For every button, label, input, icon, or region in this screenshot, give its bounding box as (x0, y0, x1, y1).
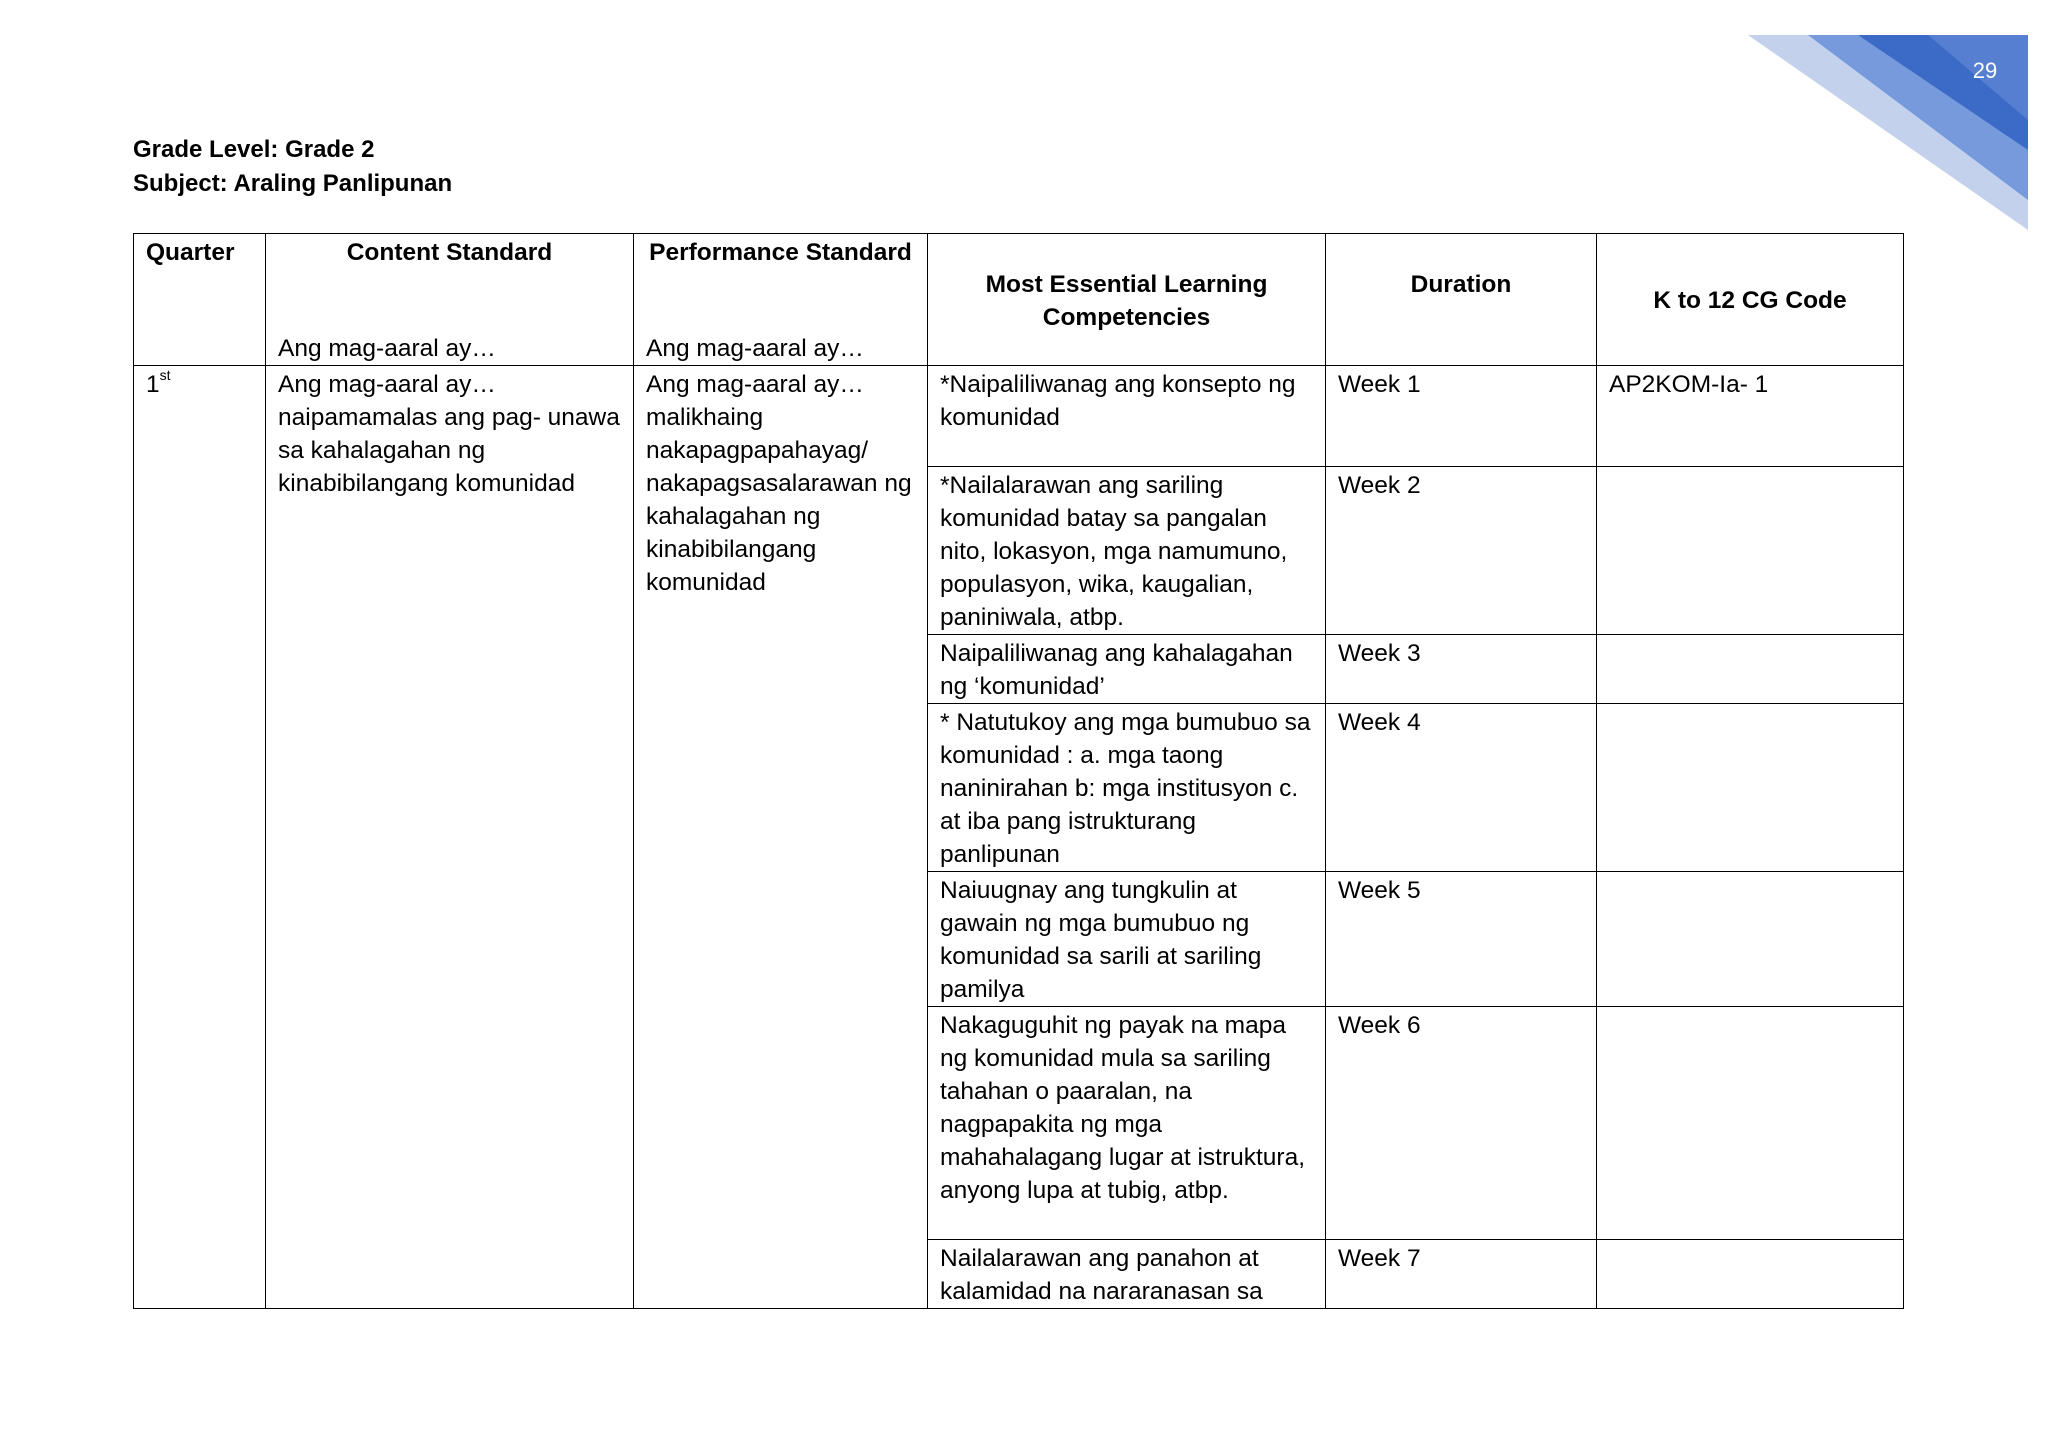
cg-code-cell (1597, 1240, 1904, 1309)
competency-cell: Nailalarawan ang panahon at kalamidad na nararanasan sa (928, 1240, 1326, 1309)
corner-triangle-decoration (1718, 0, 2048, 240)
duration-cell: Week 3 (1326, 635, 1597, 704)
header-performance-standard-sub: Ang mag-aaral ay… (646, 335, 864, 362)
duration-cell: Week 5 (1326, 872, 1597, 1007)
header-performance-standard: Performance Standard Ang mag-aaral ay… (634, 234, 928, 366)
curriculum-table (133, 233, 1904, 1309)
content-standard-cell: Ang mag-aaral ay… naipamamalas ang pag- unawa sa kahalagahan ng kinabibilangang komunidad (266, 366, 634, 1309)
duration-cell: Week 7 (1326, 1240, 1597, 1309)
grade-level: Grade Level: Grade 2 (133, 136, 375, 163)
header-cg-code: K to 12 CG Code (1597, 234, 1904, 366)
quarter-cell: 1st (134, 366, 266, 1309)
table-header-row (134, 234, 1904, 366)
competency-cell: *Nailalarawan ang sariling komunidad batay sa pangalan nito, lokasyon, mga namumuno, populasyon, wika, kaugalian, paniniwala, atbp. (928, 467, 1326, 635)
header-competencies: Most Essential Learning Competencies (928, 234, 1326, 366)
cg-code-cell (1597, 704, 1904, 872)
cg-code-cell (1597, 635, 1904, 704)
header-duration: Duration (1326, 234, 1597, 366)
subject: Subject: Araling Panlipunan (133, 170, 453, 197)
duration-cell: Week 4 (1326, 704, 1597, 872)
duration-cell: Week 2 (1326, 467, 1597, 635)
performance-standard-cell: Ang mag-aaral ay… malikhaing nakapagpapahayag/ nakapagsasalarawan ng kahalagahan ng kinabibilangang komunidad (634, 366, 928, 1309)
cg-code-cell (1597, 467, 1904, 635)
cg-code-cell: AP2KOM-Ia- 1 (1597, 366, 1904, 467)
duration-cell: Week 1 (1326, 366, 1597, 467)
page-number: 29 (1972, 58, 1998, 83)
competency-cell: Naiuugnay ang tungkulin at gawain ng mga bumubuo ng komunidad sa sarili at sariling pamilya (928, 872, 1326, 1007)
header-content-standard-sub: Ang mag-aaral ay… (278, 335, 496, 362)
document-header (133, 133, 452, 201)
competency-cell: Naipaliliwanag ang kahalagahan ng ‘komunidad’ (928, 635, 1326, 704)
header-quarter: Quarter (134, 234, 266, 366)
competency-cell: Nakaguguhit ng payak na mapa ng komunidad mula sa sariling tahahan o paaralan, na nagpapakita ng mga mahahalagang lugar at istruktura, anyong lupa at tubig, atbp. (928, 1007, 1326, 1240)
competency-cell: * Natutukoy ang mga bumubuo sa komunidad : a. mga taong naninirahan b: mga institusyon c. at iba pang istrukturang panlipunan (928, 704, 1326, 872)
cg-code-cell (1597, 1007, 1904, 1240)
cg-code-cell (1597, 872, 1904, 1007)
competency-cell: *Naipaliliwanag ang konsepto ng komunidad (928, 366, 1326, 467)
table-row (134, 366, 1904, 467)
header-content-standard: Content Standard Ang mag-aaral ay… (266, 234, 634, 366)
duration-cell: Week 6 (1326, 1007, 1597, 1240)
